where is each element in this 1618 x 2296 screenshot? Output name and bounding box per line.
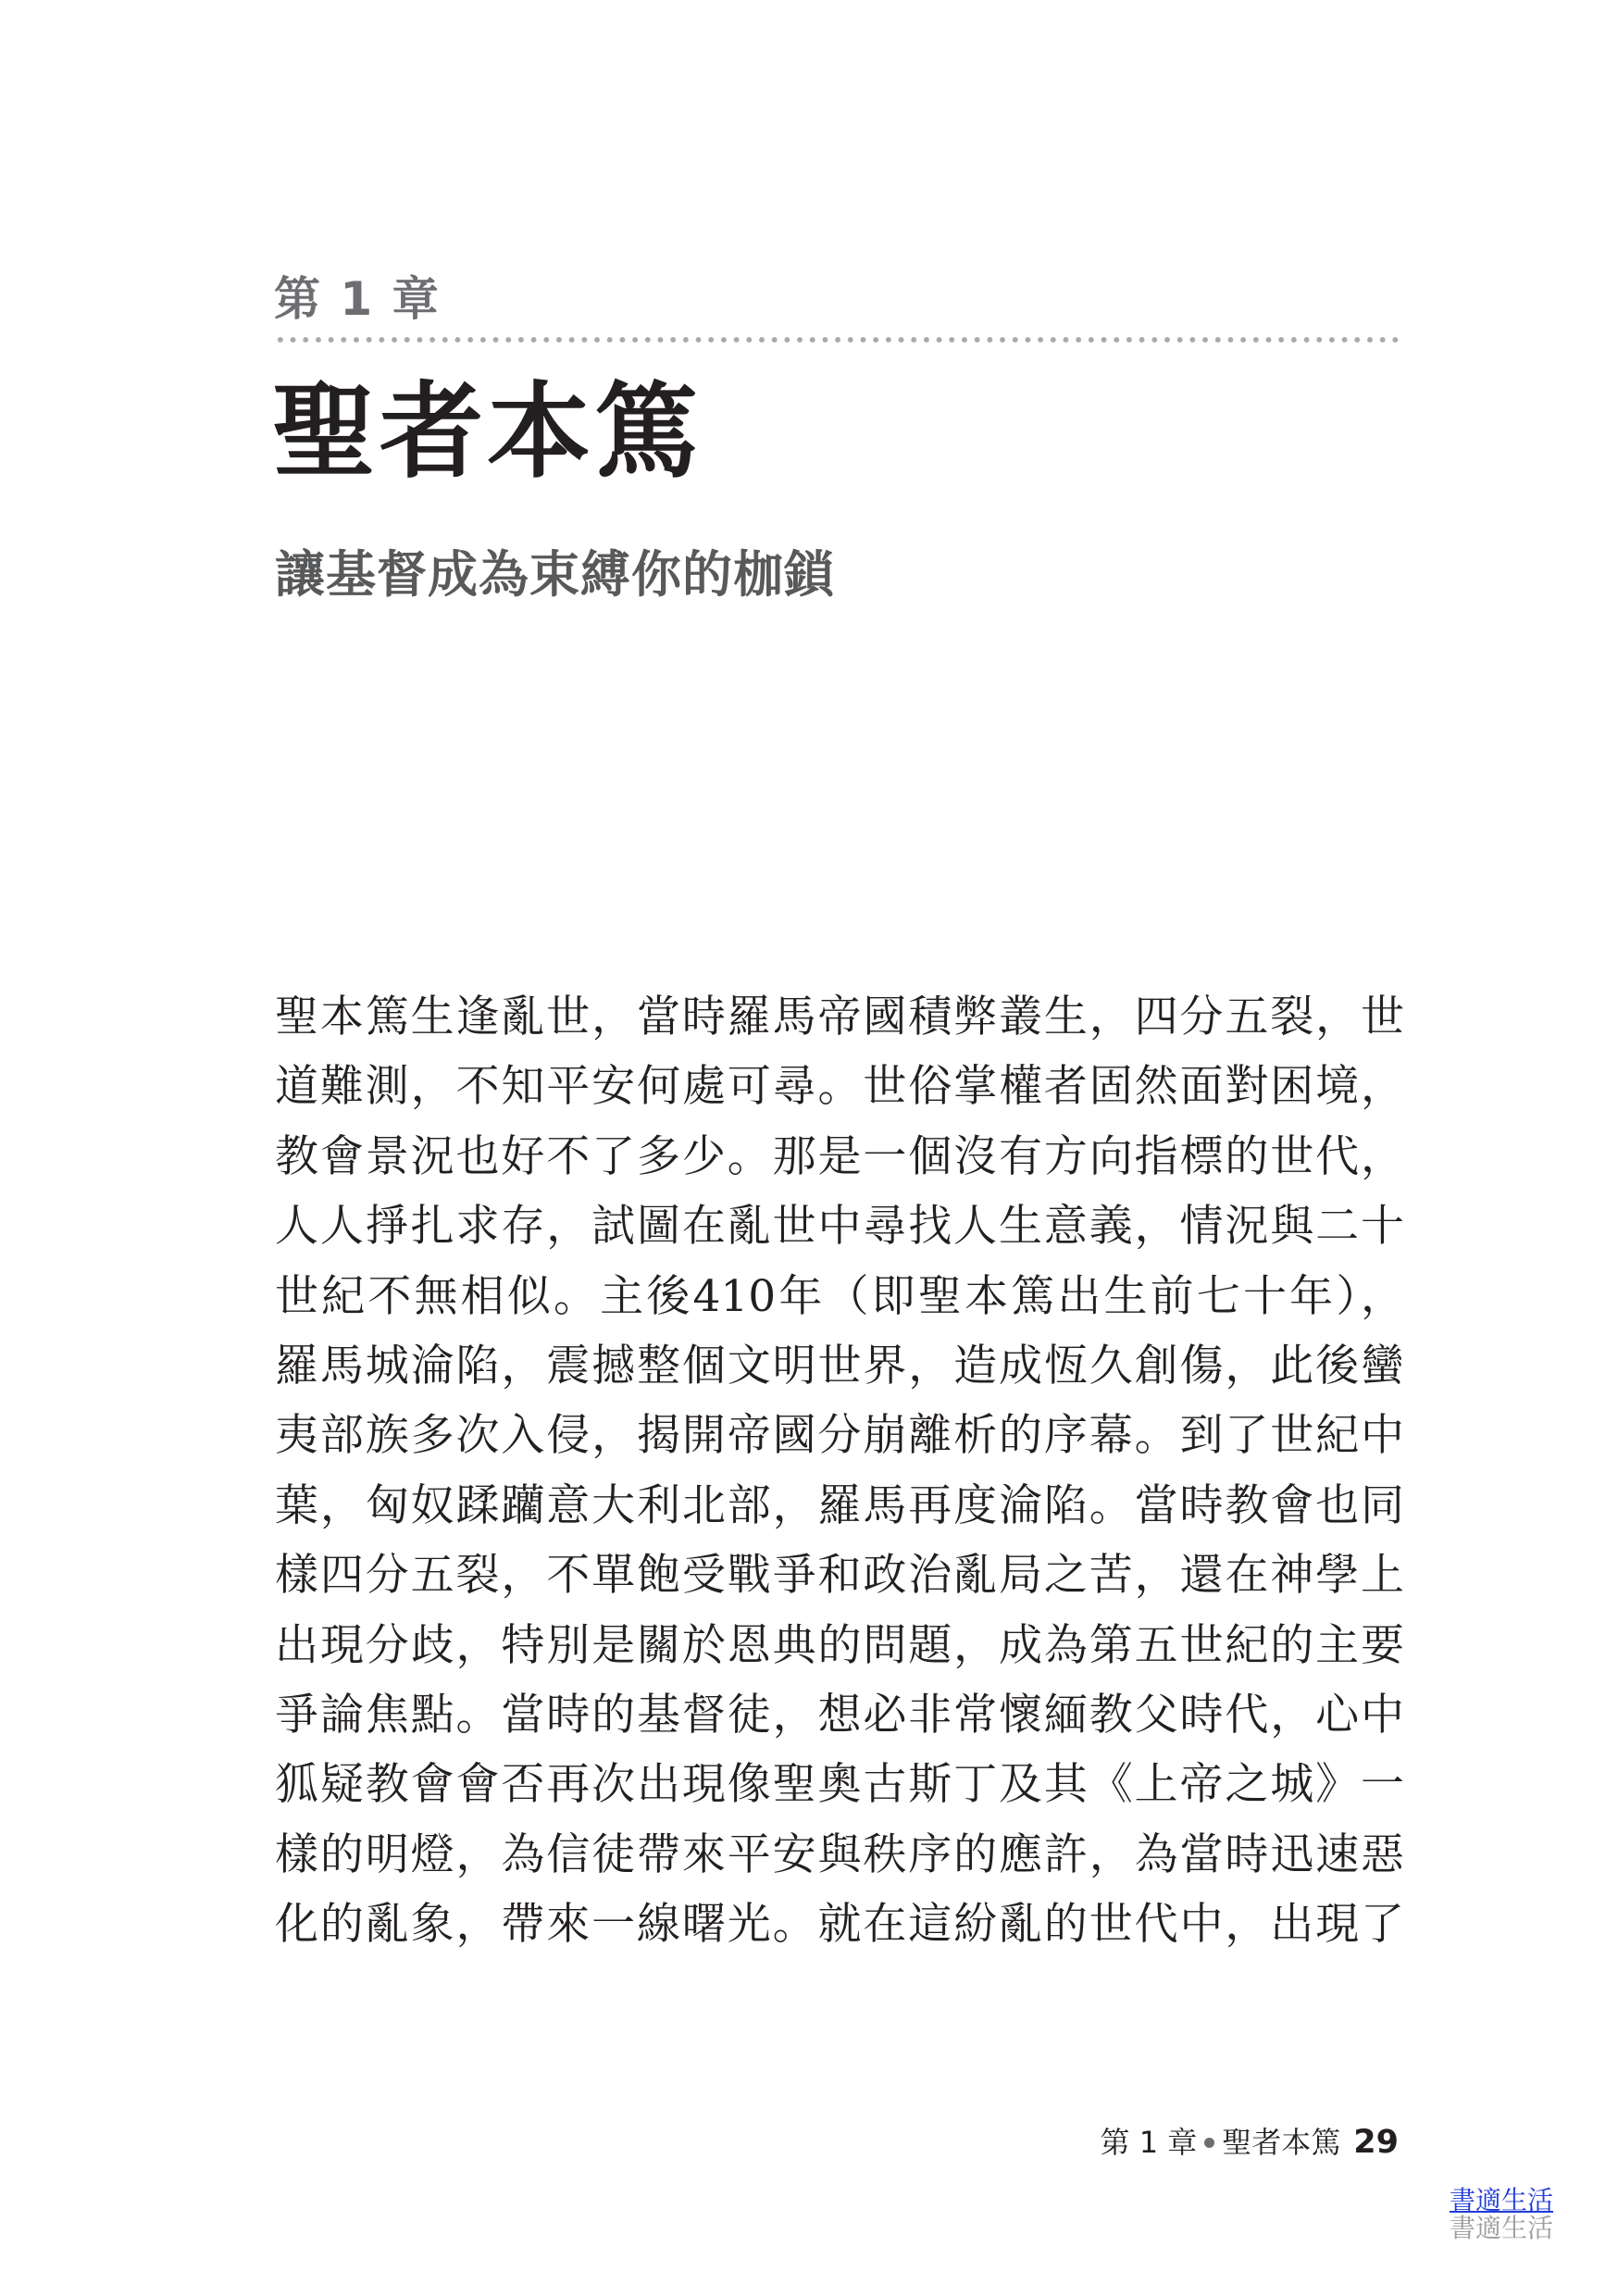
body-line: 道難測，不知平安何處可尋。世俗掌權者固然面對困境， bbox=[275, 1061, 1404, 1113]
watermark-shadow-text: 書適生活 bbox=[1450, 2213, 1554, 2243]
body-line: 聖本篤生逢亂世，當時羅馬帝國積弊叢生，四分五裂，世 bbox=[275, 992, 1404, 1042]
watermark bbox=[1450, 2187, 1553, 2242]
chapter-title: 聖者本篤 bbox=[272, 372, 702, 493]
dotted-divider bbox=[274, 336, 1400, 343]
body-line: 葉，匈奴蹂躪意大利北部，羅馬再度淪陷。當時教會也同 bbox=[275, 1479, 1404, 1531]
body-line: 人人掙扎求存，試圖在亂世中尋找人生意義，情況與二十 bbox=[275, 1201, 1404, 1253]
footer-chapter: 第 1 章 bbox=[1100, 2125, 1198, 2160]
page-number: 29 bbox=[1353, 2124, 1399, 2161]
body-line: 世紀不無相似。主後410年（即聖本篤出生前七十年）， bbox=[275, 1270, 1404, 1322]
body-text bbox=[275, 982, 1404, 1959]
body-line: 化的亂象，帶來一線曙光。就在這紛亂的世代中，出現了 bbox=[275, 1899, 1404, 1951]
body-line: 教會景況也好不了多少。那是一個沒有方向指標的世代， bbox=[275, 1130, 1404, 1182]
body-line: 狐疑教會會否再次出現像聖奧古斯丁及其《上帝之城》一 bbox=[275, 1759, 1404, 1811]
footer-title: 聖者本篤 bbox=[1222, 2125, 1341, 2160]
chapter-label: 第 1 章 bbox=[274, 272, 441, 326]
body-line: 爭論焦點。當時的基督徒，想必非常懷緬教父時代，心中 bbox=[275, 1689, 1404, 1741]
bullet-dot-icon bbox=[1204, 2138, 1214, 2148]
body-line: 出現分歧，特別是關於恩典的問題，成為第五世紀的主要 bbox=[275, 1619, 1404, 1671]
running-footer bbox=[1101, 2122, 1399, 2163]
chapter-subtitle: 讓基督成為束縛你的枷鎖 bbox=[275, 545, 835, 604]
body-line: 樣的明燈，為信徒帶來平安與秩序的應許，為當時迅速惡 bbox=[275, 1828, 1404, 1880]
body-line: 夷部族多次入侵，揭開帝國分崩離析的序幕。到了世紀中 bbox=[275, 1410, 1404, 1462]
body-line: 羅馬城淪陷，震撼整個文明世界，造成恆久創傷，此後蠻 bbox=[275, 1340, 1404, 1391]
watermark-link[interactable]: 書適生活 bbox=[1450, 2185, 1554, 2215]
body-line: 樣四分五裂，不單飽受戰爭和政治亂局之苦，還在神學上 bbox=[275, 1550, 1404, 1602]
